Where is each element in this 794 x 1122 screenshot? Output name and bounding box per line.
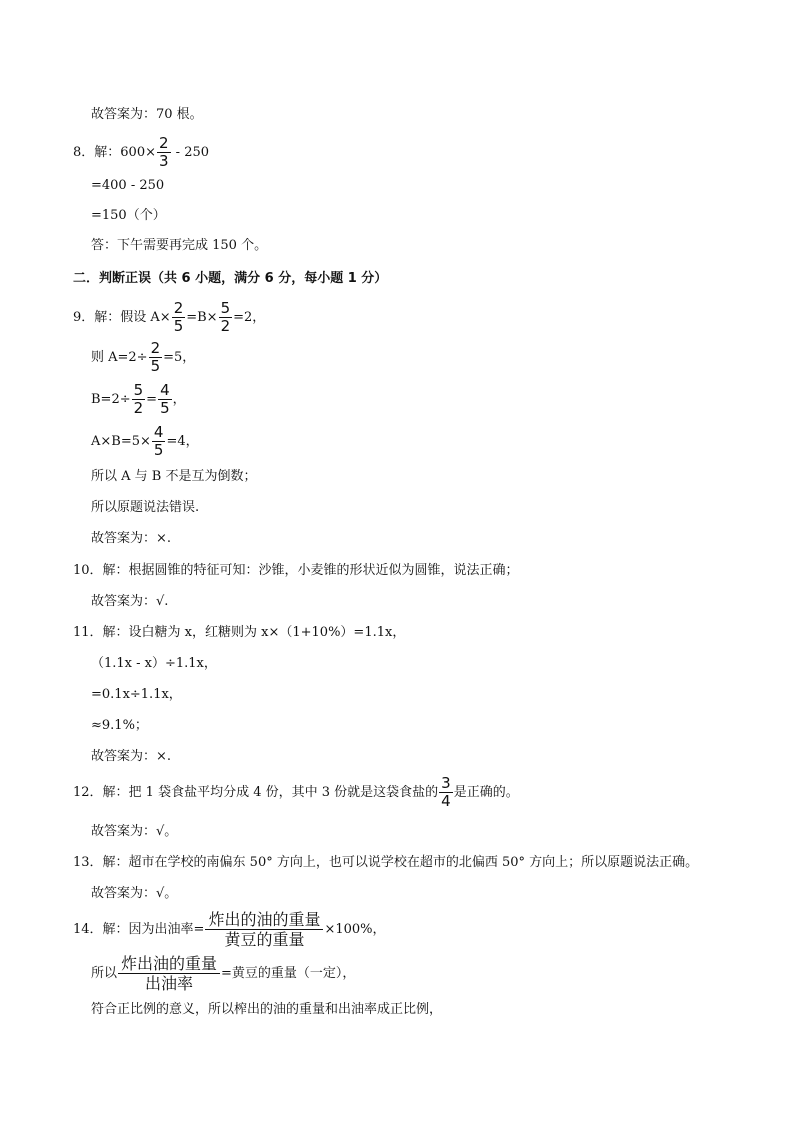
q12-line1 — [73, 775, 519, 810]
fraction-denominator: 4 — [441, 792, 451, 810]
q9-line3 — [91, 382, 186, 417]
fraction-numerator: 5 — [220, 299, 231, 317]
q14-text-b: ×100%， — [324, 922, 386, 937]
q14-line1 — [73, 910, 386, 949]
fraction-numerator: 2 — [158, 134, 169, 152]
q9-line2 — [91, 340, 195, 375]
q9-line3-b: = — [146, 392, 158, 407]
q14-fraction — [205, 910, 323, 949]
q8-text-a: 8．解：600× — [73, 145, 156, 160]
q8-line3: =150（个） — [91, 208, 166, 223]
q14-line3: 符合正比例的意义，所以榨出的油的重量和出油率成正比例， — [91, 1002, 443, 1017]
fraction-numerator: 3 — [441, 774, 451, 792]
fraction-denominator: 2 — [220, 317, 231, 335]
fraction-denominator: 5 — [150, 357, 161, 375]
q9-line5: 所以 A 与 B 不是互为倒数； — [91, 469, 257, 484]
q13-line1: 13．解：超市在学校的南偏东 50° 方向上，也可以说学校在超市的北偏西 50° 方向上；所以原题说法正确。 — [73, 855, 699, 870]
q10-line1: 10．解：根据圆锥的特征可知：沙锥，小麦锥的形状近似为圆锥，说法正确； — [73, 563, 519, 578]
fraction-denominator: 5 — [153, 441, 164, 459]
q14-line2-fraction — [118, 954, 220, 993]
q9-line3-a: B=2÷ — [91, 392, 131, 407]
q12-text-b: 是正确的。 — [453, 785, 519, 800]
fraction-denominator: 2 — [133, 399, 144, 417]
q11-line4: ≈9.1%； — [91, 718, 148, 733]
q11-answer: 故答案为：×. — [91, 749, 172, 764]
q9-text-b: =B× — [186, 310, 218, 325]
fraction-numerator: 炸出的油的重量 — [205, 910, 323, 930]
fraction-numerator: 2 — [150, 339, 161, 357]
q8-fraction — [157, 135, 171, 170]
q9-line2-a: 则 A=2÷ — [91, 350, 148, 365]
fraction-denominator: 3 — [158, 152, 169, 170]
q9-text-a: 9．解：假设 A× — [73, 310, 171, 325]
fraction-denominator: 5 — [160, 399, 170, 417]
q9-fraction-1 — [172, 300, 186, 335]
q9-line4-a: A×B=5× — [91, 434, 151, 449]
q12-fraction — [439, 775, 453, 810]
q9-line2-b: =5， — [163, 350, 196, 365]
q14-line2-a: 所以 — [91, 966, 118, 981]
q14-text-a: 14．解：因为出油率= — [73, 922, 205, 937]
q10-answer: 故答案为：√. — [91, 594, 169, 609]
q14-line2-b: =黄豆的重量（一定）， — [221, 966, 356, 981]
q8-answer: 答：下午需要再完成 150 个。 — [91, 238, 268, 253]
fraction-numerator: 2 — [173, 299, 184, 317]
q8-line1 — [73, 135, 209, 170]
q8-line2: =400 - 250 — [91, 178, 165, 193]
q11-line1: 11．解：设白糖为 x，红糖则为 x×（1+10%）=1.1x， — [73, 625, 406, 640]
q12-text-a: 12．解：把 1 袋食盐平均分成 4 份，其中 3 份就是这袋食盐的 — [73, 785, 439, 800]
fraction-numerator: 炸出油的重量 — [118, 954, 220, 974]
q9-answer: 故答案为：×. — [91, 531, 172, 546]
q9-line4 — [91, 424, 199, 459]
q13-answer: 故答案为：√。 — [91, 886, 178, 901]
q11-line2: （1.1x - x）÷1.1x， — [91, 656, 217, 671]
q11-line3: =0.1x÷1.1x， — [91, 687, 182, 702]
q9-fraction-2 — [219, 300, 233, 335]
fraction-numerator: 4 — [153, 423, 164, 441]
section-heading: 二．判断正误（共 6 小题，满分 6 分，每小题 1 分） — [73, 271, 388, 286]
q9-line3-fraction-1 — [132, 382, 146, 417]
fraction-denominator: 出油率 — [145, 974, 194, 993]
q9-line2-fraction — [149, 340, 163, 375]
q9-line4-fraction — [152, 424, 166, 459]
q9-line4-b: =4， — [166, 434, 199, 449]
q9-line1 — [73, 300, 265, 335]
fraction-denominator: 5 — [173, 317, 184, 335]
q8-text-b: - 250 — [171, 145, 210, 160]
answer-line-7: 故答案为：70 根。 — [91, 107, 203, 122]
fraction-denominator: 黄豆的重量 — [224, 930, 305, 949]
q9-line3-fraction-2 — [158, 382, 172, 417]
q9-line6: 所以原题说法错误. — [91, 500, 200, 515]
fraction-numerator: 5 — [133, 381, 144, 399]
q12-answer: 故答案为：√。 — [91, 824, 178, 839]
fraction-numerator: 4 — [160, 381, 170, 399]
q9-text-c: =2， — [233, 310, 266, 325]
q9-line3-c: ， — [172, 392, 186, 407]
q14-line2 — [91, 954, 355, 993]
